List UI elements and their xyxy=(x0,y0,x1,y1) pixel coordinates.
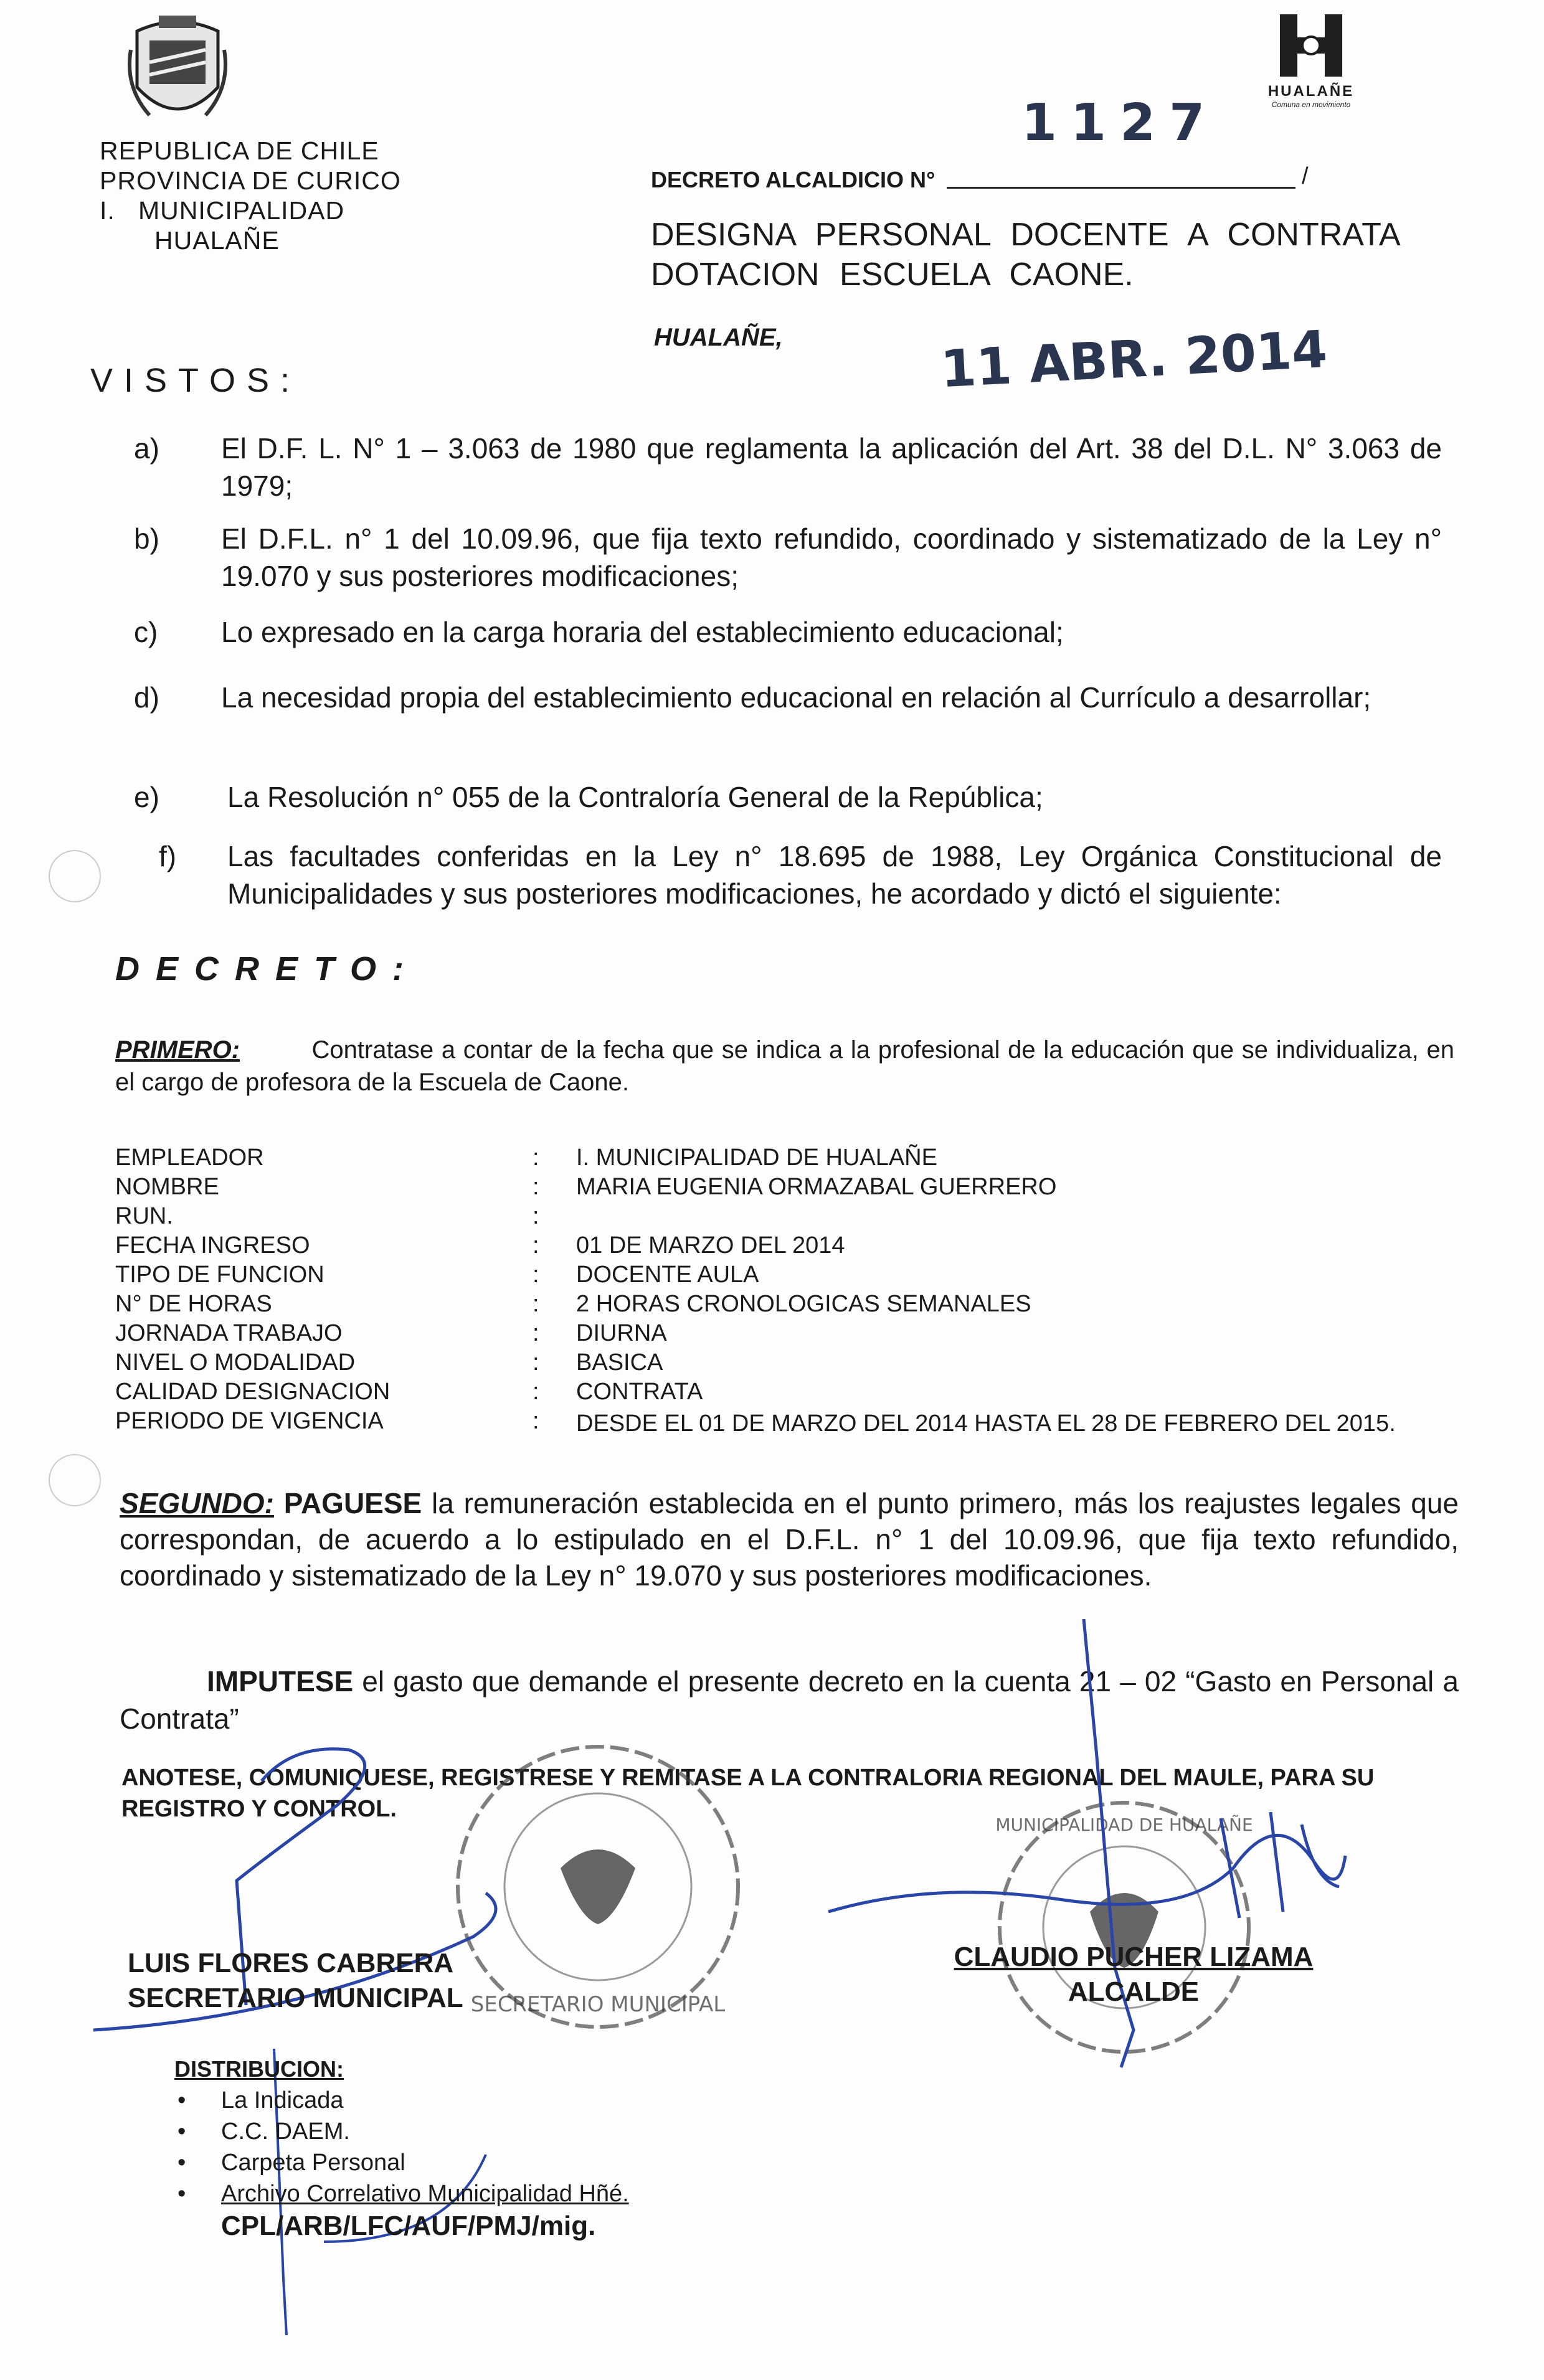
left-signature-block xyxy=(128,1946,463,2016)
field-value: 2 HORAS CRONOLOGICAS SEMANALES xyxy=(576,1291,1031,1317)
field-row: RUN. : xyxy=(115,1203,539,1229)
punch-hole xyxy=(49,1454,101,1506)
field-label: JORNADA TRABAJO xyxy=(115,1320,343,1346)
field-row: TIPO DE FUNCION : DOCENTE AULA xyxy=(115,1262,1544,1292)
right-signature-block xyxy=(934,1940,1333,2009)
field-label: NOMBRE xyxy=(115,1174,219,1200)
municipal-coat-of-arms xyxy=(125,12,230,131)
primero-label: PRIMERO: xyxy=(115,1036,240,1064)
item-letter: f) xyxy=(159,840,177,872)
decree-label: DECRETO ALCALDICIO N° xyxy=(651,167,935,192)
field-value: DOCENTE AULA xyxy=(576,1262,759,1288)
item-text: Las facultades conferidas en la Ley n° 18.695 de 1988, Ley Orgánica Constitucional de Municipalidades y sus posteriores modificaciones, he acordado y dictó el siguiente: xyxy=(227,840,1442,910)
country-line: REPUBLICA DE CHILE xyxy=(100,136,379,165)
closing-paragraph: ANOTESE, COMUNIQUESE, REGISTRESE Y REMITASE A LA CONTRALORIA REGIONAL DEL MAULE, PARA SU REGISTRO Y CONTROL. xyxy=(121,1765,1375,1822)
mayor-name: CLAUDIO PUCHER LIZAMA xyxy=(954,1942,1314,1972)
decree-subject: DESIGNA PERSONAL DOCENTE A CONTRATA DOTACION ESCUELA CAONE. xyxy=(651,217,1399,293)
field-value: DIURNA xyxy=(576,1320,667,1346)
item-text: La necesidad propia del establecimiento educacional en relación al Currículo a desarrollar; xyxy=(221,681,1371,714)
field-value: BASICA xyxy=(576,1349,663,1376)
vistos-item-d xyxy=(134,679,1442,760)
vistos-item-e xyxy=(134,778,1442,822)
imputese-text: el gasto que demande el presente decreto en la cuenta 21 – 02 “Gasto en Personal a Contrata” xyxy=(120,1665,1459,1735)
decree-number-stamp: 1127 xyxy=(1021,93,1219,153)
field-row: EMPLEADOR : I. MUNICIPALIDAD DE HUALAÑE xyxy=(115,1145,1544,1174)
field-row: NOMBRE : MARIA EUGENIA ORMAZABAL GUERRERO xyxy=(115,1174,1544,1204)
employee-fields xyxy=(115,1145,1544,1468)
item-text: El D.F.L. n° 1 del 10.09.96, que fija texto refundido, coordinado y sistematizado de la Ley n° 19.070 y sus posteriores modificaciones; xyxy=(221,522,1442,592)
initials-line: CPL/ARB/LFC/AUF/PMJ/mig. xyxy=(221,2211,596,2241)
logo-name: HUALAÑE xyxy=(1267,83,1355,100)
list-item: • Archivo Correlativo Municipalidad Hñé. xyxy=(178,2178,863,2209)
vistos-item-b xyxy=(134,520,1442,601)
segundo-paragraph xyxy=(120,1485,1459,1594)
field-label: PERIODO DE VIGENCIA xyxy=(115,1408,384,1434)
vistos-item-f xyxy=(134,838,1442,918)
item-letter: b) xyxy=(134,522,159,555)
municipality-line: I. MUNICIPALIDAD xyxy=(100,196,345,225)
distribution-title: DISTRIBUCION: xyxy=(174,2056,344,2082)
primero-paragraph xyxy=(115,1034,1454,1098)
field-label: NIVEL O MODALIDAD xyxy=(115,1349,356,1376)
seal-left-text: SECRETARIO MUNICIPAL xyxy=(470,1992,726,2017)
field-label: RUN. xyxy=(115,1203,173,1229)
distribution-list xyxy=(178,2085,863,2209)
field-label: CALIDAD DESIGNACION xyxy=(115,1379,391,1405)
item-letter: c) xyxy=(134,616,158,648)
item-text: Lo expresado en la carga horaria del establecimiento educacional; xyxy=(221,616,1064,648)
item-text: El D.F. L. N° 1 – 3.063 de 1980 que reglamenta la aplicación del Art. 38 del D.L. N° 3.063 de 1979; xyxy=(221,432,1442,502)
segundo-bold: PAGUESE xyxy=(283,1487,422,1519)
logo-tagline: Comuna en movimiento xyxy=(1271,100,1351,109)
decree-number-line xyxy=(651,167,935,193)
field-row: CALIDAD DESIGNACION : CONTRATA xyxy=(115,1379,1544,1409)
hualane-logo xyxy=(1264,11,1358,117)
field-row: PERIODO DE VIGENCIA : DESDE EL 01 DE MARZO DEL 2014 HASTA EL 28 DE FEBRERO DEL 2015. xyxy=(115,1408,1544,1470)
vistos-title: VISTOS: xyxy=(90,362,301,399)
field-row: NIVEL O MODALIDAD : BASICA xyxy=(115,1349,1544,1379)
decree-number-slash: / xyxy=(1302,163,1309,189)
vistos-item-a xyxy=(134,430,1442,511)
field-row: FECHA INGRESO : 01 DE MARZO DEL 2014 xyxy=(115,1232,1544,1262)
item-text: La Resolución n° 055 de la Contraloría General de la República; xyxy=(227,781,1043,813)
segundo-text: la remuneración establecida en el punto primero, más los reajustes legales que correspondan, de acuerdo a lo estipulado en el D.F.L. n° 1 del 10.09.96, que fija texto refundido, coordinado y sistematizado de la Ley n° 19.070 y sus posteriores modificaciones. xyxy=(120,1487,1459,1592)
field-value: MARIA EUGENIA ORMAZABAL GUERRERO xyxy=(576,1174,1057,1200)
field-value: 01 DE MARZO DEL 2014 xyxy=(576,1232,845,1258)
list-item: • La Indicada xyxy=(178,2085,863,2116)
primero-text: Contratase a contar de la fecha que se indica a la profesional de la educación que se individualiza, en el cargo de profesora de la Escuela de Caone. xyxy=(115,1036,1454,1096)
hualane-logo-icon xyxy=(1277,11,1345,80)
mayor-title: ALCALDE xyxy=(1068,1976,1200,2007)
institution-block xyxy=(100,136,448,255)
province-line: PROVINCIA DE CURICO xyxy=(100,166,401,195)
seal-right-text: MUNICIPALIDAD DE HUALAÑE xyxy=(995,1815,1253,1835)
field-row: N° DE HORAS : 2 HORAS CRONOLOGICAS SEMANALES xyxy=(115,1291,1544,1321)
item-letter: e) xyxy=(134,781,159,813)
field-label: FECHA INGRESO xyxy=(115,1232,310,1258)
imputese-bold: IMPUTESE xyxy=(207,1665,354,1698)
commune-line: HUALAÑE xyxy=(154,226,280,255)
item-letter: d) xyxy=(134,681,159,714)
list-item: • C.C. DAEM. xyxy=(178,2116,863,2147)
field-row: JORNADA TRABAJO : DIURNA xyxy=(115,1320,1544,1350)
decreto-title: DECRETO: xyxy=(115,950,420,988)
field-label: N° DE HORAS xyxy=(115,1291,272,1317)
date-stamp: 11 ABR. 2014 xyxy=(939,319,1329,400)
secretary-title: SECRETARIO MUNICIPAL xyxy=(128,1983,463,2013)
punch-hole xyxy=(49,850,101,902)
decree-place: HUALAÑE, xyxy=(654,324,783,351)
secretary-name: LUIS FLORES CABRERA xyxy=(128,1948,454,1978)
item-letter: a) xyxy=(134,432,159,465)
field-value: DESDE EL 01 DE MARZO DEL 2014 HASTA EL 28 DE FEBRERO DEL 2015. xyxy=(576,1410,1396,1437)
segundo-label: SEGUNDO: xyxy=(120,1487,274,1519)
field-label: TIPO DE FUNCION xyxy=(115,1262,324,1288)
field-value: CONTRATA xyxy=(576,1379,703,1405)
decree-number-underline xyxy=(947,187,1295,189)
field-value: I. MUNICIPALIDAD DE HUALAÑE xyxy=(576,1145,937,1171)
list-item: • Carpeta Personal xyxy=(178,2147,863,2178)
field-label: EMPLEADOR xyxy=(115,1145,264,1171)
vistos-item-c xyxy=(134,613,1442,657)
